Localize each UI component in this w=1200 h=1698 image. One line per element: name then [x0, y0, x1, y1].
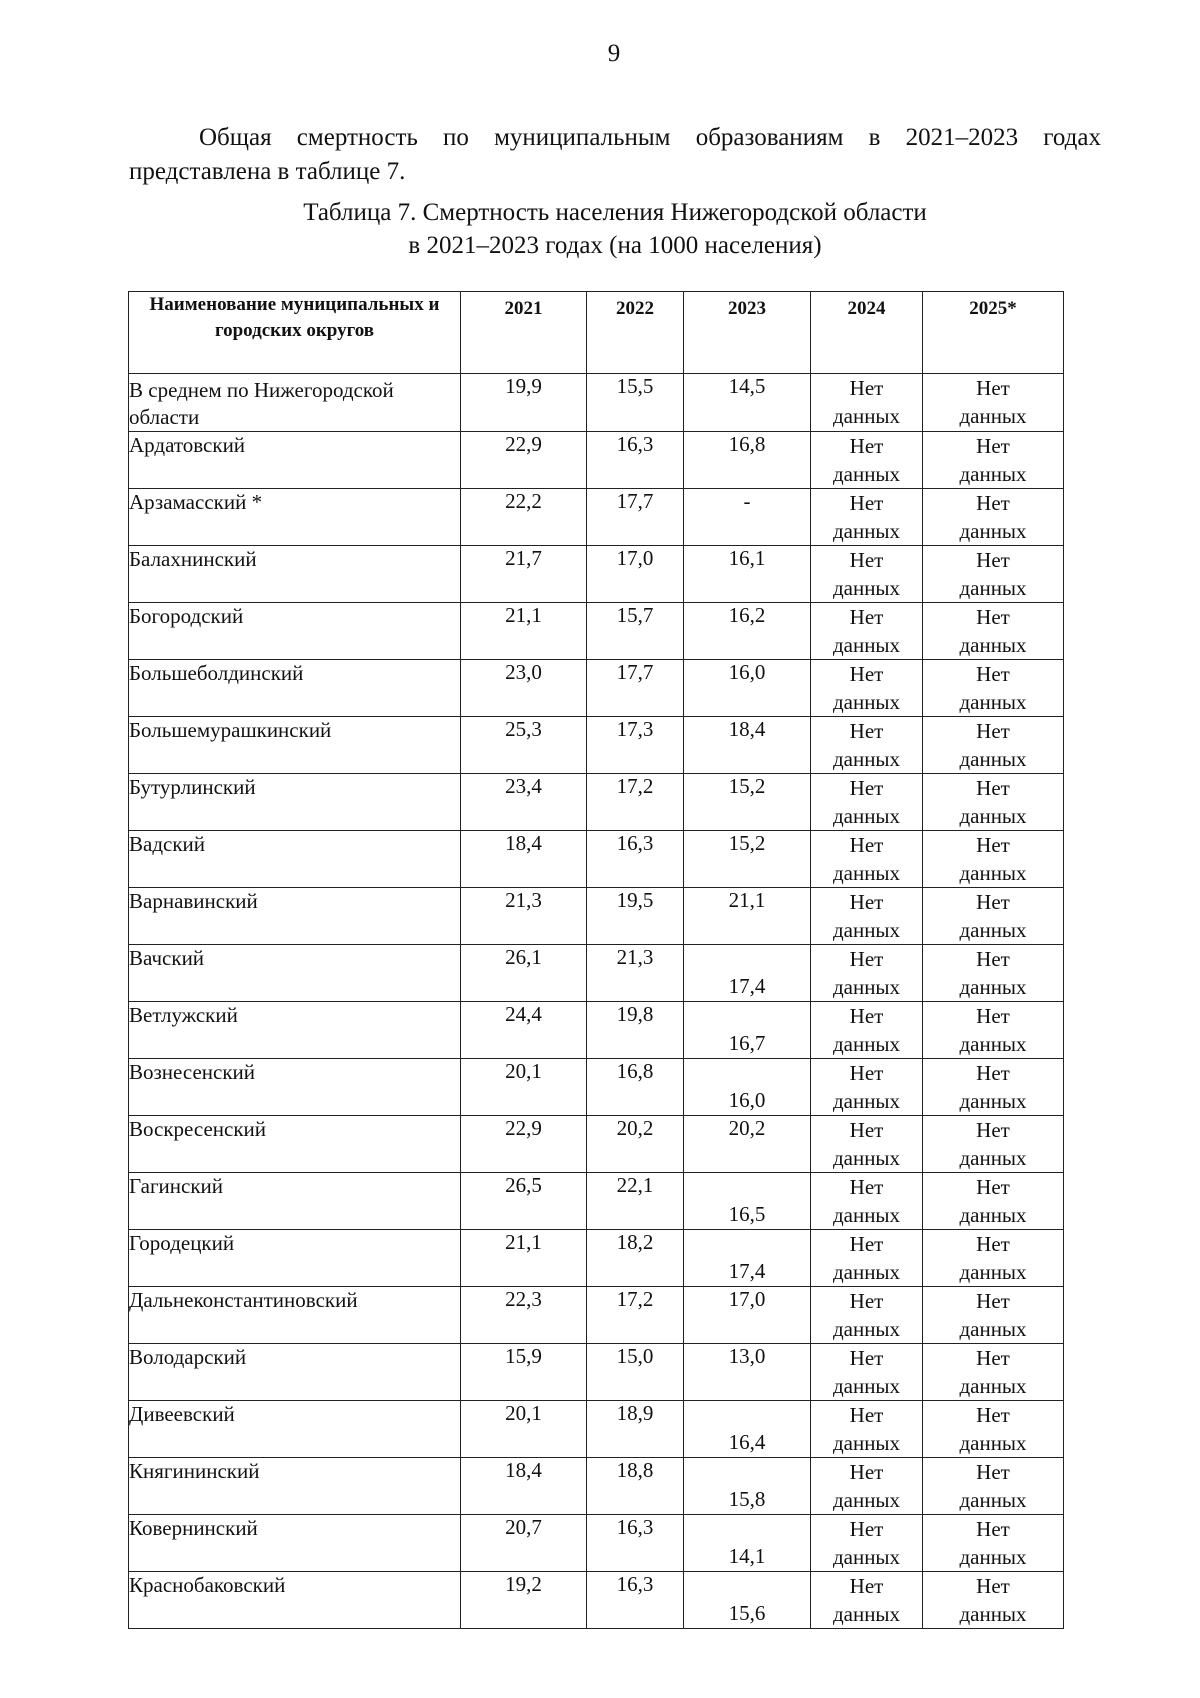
no-data-2025 [923, 374, 1064, 432]
value-2022: 17,3 [587, 717, 684, 774]
value-2023: 17,4 [684, 945, 811, 1002]
row-name: Дивеевский [129, 1401, 461, 1458]
no-data-2024 [811, 1173, 923, 1230]
no-data-2024 [811, 888, 923, 945]
table-row [129, 546, 1064, 603]
no-data-2024 [811, 374, 923, 432]
value-2023: 14,5 [684, 374, 811, 432]
row-name: Володарский [129, 1344, 461, 1401]
table-row [129, 432, 1064, 489]
no-data-2024 [811, 603, 923, 660]
no-data-line-1: Нет [849, 1574, 884, 1598]
no-data-2025 [923, 1458, 1064, 1515]
no-data-2024 [811, 1458, 923, 1515]
row-name: Ардатовский [129, 432, 461, 489]
no-data-line-1: Нет [976, 1004, 1010, 1028]
row-name: Княгининский [129, 1458, 461, 1515]
value-2021: 20,1 [461, 1401, 587, 1458]
no-data-line-1: Нет [849, 1232, 884, 1256]
value-2021: 22,9 [461, 432, 587, 489]
value-2021: 21,7 [461, 546, 587, 603]
no-data-line-2: данных [959, 1089, 1027, 1113]
value-2021: 19,2 [461, 1572, 587, 1629]
no-data-line-1: Нет [849, 1118, 884, 1142]
no-data-2025 [923, 1116, 1064, 1173]
value-2022: 16,3 [587, 1572, 684, 1629]
value-2023: 15,2 [684, 774, 811, 831]
no-data-line-1: Нет [976, 1346, 1010, 1370]
no-data-line-2: данных [959, 519, 1027, 543]
no-data-line-1: Нет [976, 1232, 1010, 1256]
no-data-line-1: Нет [976, 1118, 1010, 1142]
no-data-line-1: Нет [849, 1004, 884, 1028]
table-row [129, 831, 1064, 888]
no-data-line-1: Нет [976, 434, 1010, 458]
header-2022: 2022 [587, 292, 684, 374]
table-row [129, 945, 1064, 1002]
value-2023: 16,2 [684, 603, 811, 660]
no-data-line-2: данных [832, 1203, 901, 1227]
table-row [129, 717, 1064, 774]
no-data-line-1: Нет [976, 376, 1010, 400]
no-data-line-2: данных [832, 519, 901, 543]
header-2021: 2021 [461, 292, 587, 374]
no-data-line-1: Нет [976, 1403, 1010, 1427]
table-row [129, 888, 1064, 945]
intro-paragraph [129, 121, 1101, 189]
no-data-line-2: данных [832, 1431, 901, 1455]
value-2021: 21,3 [461, 888, 587, 945]
no-data-line-1: Нет [976, 719, 1010, 743]
value-2023: 15,2 [684, 831, 811, 888]
value-2021: 23,0 [461, 660, 587, 717]
no-data-line-1: Нет [976, 947, 1010, 971]
no-data-line-1: Нет [976, 605, 1010, 629]
no-data-line-1: Нет [849, 1061, 884, 1085]
table-row [129, 1116, 1064, 1173]
table-header-row [129, 292, 1064, 374]
table-row [129, 1458, 1064, 1515]
no-data-line-1: Нет [849, 491, 884, 515]
value-2023: 16,0 [684, 660, 811, 717]
value-2021: 26,1 [461, 945, 587, 1002]
no-data-line-2: данных [959, 861, 1027, 885]
value-2022: 17,7 [587, 489, 684, 546]
value-2021: 21,1 [461, 1230, 587, 1287]
no-data-line-2: данных [832, 1602, 901, 1626]
no-data-line-1: Нет [849, 1403, 884, 1427]
value-2021: 15,9 [461, 1344, 587, 1401]
value-2022: 19,8 [587, 1002, 684, 1059]
value-2022: 15,5 [587, 374, 684, 432]
row-name: Бутурлинский [129, 774, 461, 831]
no-data-2024 [811, 1401, 923, 1458]
value-2021: 20,1 [461, 1059, 587, 1116]
value-2023: 16,5 [684, 1173, 811, 1230]
no-data-2024 [811, 1059, 923, 1116]
no-data-line-2: данных [959, 1146, 1027, 1170]
no-data-2025 [923, 945, 1064, 1002]
no-data-line-1: Нет [849, 1175, 884, 1199]
no-data-line-1: Нет [849, 776, 884, 800]
no-data-line-2: данных [959, 1032, 1027, 1056]
no-data-line-2: данных [832, 918, 901, 942]
value-2023: 17,4 [684, 1230, 811, 1287]
table-row [129, 1002, 1064, 1059]
no-data-2025 [923, 717, 1064, 774]
value-2023: 16,7 [684, 1002, 811, 1059]
value-2023: 13,0 [684, 1344, 811, 1401]
value-2023: 14,1 [684, 1515, 811, 1572]
value-2022: 17,2 [587, 774, 684, 831]
no-data-line-2: данных [959, 1545, 1027, 1569]
no-data-line-2: данных [832, 1545, 901, 1569]
no-data-2024 [811, 831, 923, 888]
table-row [129, 1230, 1064, 1287]
no-data-2025 [923, 774, 1064, 831]
table-row [129, 603, 1064, 660]
value-2021: 20,7 [461, 1515, 587, 1572]
no-data-2025 [923, 1287, 1064, 1344]
no-data-line-2: данных [959, 1602, 1027, 1626]
no-data-line-2: данных [959, 1488, 1027, 1512]
row-name: Дальнеконстантиновский [129, 1287, 461, 1344]
row-name: В среднем по Нижегородской области [129, 374, 461, 432]
value-2021: 25,3 [461, 717, 587, 774]
no-data-2025 [923, 1344, 1064, 1401]
no-data-line-1: Нет [976, 776, 1010, 800]
value-2021: 23,4 [461, 774, 587, 831]
value-2022: 22,1 [587, 1173, 684, 1230]
no-data-line-1: Нет [849, 1289, 884, 1313]
value-2022: 18,8 [587, 1458, 684, 1515]
no-data-line-1: Нет [976, 833, 1010, 857]
no-data-line-2: данных [959, 918, 1027, 942]
no-data-line-2: данных [832, 1317, 901, 1341]
row-name: Арзамасский * [129, 489, 461, 546]
no-data-line-1: Нет [849, 1517, 884, 1541]
no-data-line-2: данных [832, 1260, 901, 1284]
value-2023: 16,1 [684, 546, 811, 603]
table-row [129, 1515, 1064, 1572]
value-2021: 24,4 [461, 1002, 587, 1059]
value-2023: 18,4 [684, 717, 811, 774]
value-2022: 16,3 [587, 831, 684, 888]
no-data-line-2: данных [959, 690, 1027, 714]
no-data-line-2: данных [959, 1431, 1027, 1455]
row-name: Вознесенский [129, 1059, 461, 1116]
no-data-line-1: Нет [849, 947, 884, 971]
no-data-2025 [923, 831, 1064, 888]
value-2021: 22,3 [461, 1287, 587, 1344]
row-name: Воскресенский [129, 1116, 461, 1173]
value-2023: 16,0 [684, 1059, 811, 1116]
no-data-line-1: Нет [976, 662, 1010, 686]
header-2023: 2023 [684, 292, 811, 374]
no-data-2025 [923, 1401, 1064, 1458]
no-data-line-1: Нет [849, 434, 884, 458]
no-data-line-2: данных [832, 576, 901, 600]
table-row [129, 1287, 1064, 1344]
header-2024: 2024 [811, 292, 923, 374]
no-data-line-2: данных [959, 747, 1027, 771]
no-data-line-1: Нет [976, 1460, 1010, 1484]
no-data-2025 [923, 1515, 1064, 1572]
no-data-2025 [923, 432, 1064, 489]
table-body [129, 374, 1064, 1629]
no-data-2024 [811, 489, 923, 546]
table-row [129, 660, 1064, 717]
table-row [129, 1059, 1064, 1116]
intro-text: Общая смертность по муниципальным образованиям в 2021–2023 годах представлена в таблице 7. [129, 124, 1101, 185]
value-2021: 19,9 [461, 374, 587, 432]
table-row [129, 489, 1064, 546]
page-number: 9 [607, 40, 621, 67]
no-data-2025 [923, 546, 1064, 603]
value-2023: - [684, 489, 811, 546]
no-data-line-1: Нет [976, 1289, 1010, 1313]
value-2023: 17,0 [684, 1287, 811, 1344]
no-data-line-1: Нет [976, 1574, 1010, 1598]
no-data-line-2: данных [959, 975, 1027, 999]
no-data-line-1: Нет [849, 890, 884, 914]
row-name: Краснобаковский [129, 1572, 461, 1629]
no-data-line-2: данных [959, 1260, 1027, 1284]
mortality-table [128, 291, 1064, 1629]
no-data-2025 [923, 1572, 1064, 1629]
no-data-2024 [811, 1230, 923, 1287]
value-2022: 18,9 [587, 1401, 684, 1458]
no-data-2024 [811, 1515, 923, 1572]
value-2022: 15,0 [587, 1344, 684, 1401]
no-data-line-2: данных [832, 1032, 901, 1056]
row-name: Ветлужский [129, 1002, 461, 1059]
value-2022: 17,7 [587, 660, 684, 717]
value-2022: 18,2 [587, 1230, 684, 1287]
no-data-line-1: Нет [849, 605, 884, 629]
no-data-2025 [923, 1230, 1064, 1287]
value-2022: 16,8 [587, 1059, 684, 1116]
no-data-line-2: данных [832, 1488, 901, 1512]
no-data-2024 [811, 945, 923, 1002]
no-data-2025 [923, 1059, 1064, 1116]
no-data-line-1: Нет [849, 376, 884, 400]
value-2023: 16,8 [684, 432, 811, 489]
no-data-line-2: данных [832, 1146, 901, 1170]
no-data-line-2: данных [832, 404, 901, 428]
caption-line-2: в 2021–2023 годах (на 1000 населения) [408, 232, 822, 259]
value-2021: 18,4 [461, 831, 587, 888]
no-data-line-2: данных [832, 1089, 901, 1113]
no-data-line-2: данных [959, 462, 1027, 486]
no-data-2024 [811, 1116, 923, 1173]
table-row [129, 1572, 1064, 1629]
no-data-2024 [811, 432, 923, 489]
no-data-line-1: Нет [976, 1175, 1010, 1199]
value-2023: 20,2 [684, 1116, 811, 1173]
no-data-2025 [923, 660, 1064, 717]
caption-line-1: Таблица 7. Смертность населения Нижегородской области [303, 199, 927, 226]
table-row [129, 1401, 1064, 1458]
row-name: Богородский [129, 603, 461, 660]
no-data-2024 [811, 546, 923, 603]
no-data-2024 [811, 1287, 923, 1344]
no-data-line-1: Нет [849, 833, 884, 857]
no-data-line-2: данных [832, 633, 901, 657]
row-name: Гагинский [129, 1173, 461, 1230]
value-2022: 15,7 [587, 603, 684, 660]
no-data-2024 [811, 1572, 923, 1629]
no-data-line-1: Нет [976, 491, 1010, 515]
no-data-line-1: Нет [849, 1460, 884, 1484]
no-data-line-1: Нет [849, 548, 884, 572]
header-2025: 2025* [923, 292, 1064, 374]
no-data-line-2: данных [959, 404, 1027, 428]
row-name: Городецкий [129, 1230, 461, 1287]
value-2021: 22,2 [461, 489, 587, 546]
value-2022: 19,5 [587, 888, 684, 945]
value-2023: 16,4 [684, 1401, 811, 1458]
value-2021: 26,5 [461, 1173, 587, 1230]
no-data-2025 [923, 603, 1064, 660]
row-name: Большемурашкинский [129, 717, 461, 774]
no-data-line-2: данных [959, 804, 1027, 828]
no-data-2024 [811, 717, 923, 774]
no-data-line-2: данных [832, 1374, 901, 1398]
row-name: Балахнинский [129, 546, 461, 603]
no-data-line-2: данных [959, 1374, 1027, 1398]
no-data-2024 [811, 1002, 923, 1059]
row-name: Вачский [129, 945, 461, 1002]
value-2021: 21,1 [461, 603, 587, 660]
row-name: Варнавинский [129, 888, 461, 945]
table-row [129, 1173, 1064, 1230]
value-2022: 16,3 [587, 432, 684, 489]
value-2021: 22,9 [461, 1116, 587, 1173]
value-2021: 18,4 [461, 1458, 587, 1515]
no-data-line-2: данных [832, 462, 901, 486]
row-name: Вадский [129, 831, 461, 888]
no-data-line-1: Нет [976, 548, 1010, 572]
no-data-line-2: данных [832, 861, 901, 885]
no-data-2024 [811, 660, 923, 717]
no-data-2025 [923, 888, 1064, 945]
value-2022: 17,0 [587, 546, 684, 603]
no-data-2024 [811, 774, 923, 831]
no-data-line-2: данных [959, 633, 1027, 657]
no-data-line-1: Нет [976, 890, 1010, 914]
no-data-line-1: Нет [976, 1517, 1010, 1541]
no-data-line-1: Нет [849, 719, 884, 743]
no-data-line-2: данных [959, 1203, 1027, 1227]
row-name: Большеболдинский [129, 660, 461, 717]
no-data-line-2: данных [959, 576, 1027, 600]
value-2023: 21,1 [684, 888, 811, 945]
table-row [129, 774, 1064, 831]
row-name: Ковернинский [129, 1515, 461, 1572]
no-data-2024 [811, 1344, 923, 1401]
table-caption [129, 196, 1101, 262]
value-2022: 17,2 [587, 1287, 684, 1344]
no-data-line-2: данных [832, 747, 901, 771]
no-data-2025 [923, 489, 1064, 546]
no-data-line-2: данных [959, 1317, 1027, 1341]
header-name: Наименование муниципальных и городских округов [129, 292, 461, 374]
value-2022: 16,3 [587, 1515, 684, 1572]
value-2023: 15,8 [684, 1458, 811, 1515]
no-data-line-2: данных [832, 804, 901, 828]
no-data-line-1: Нет [849, 662, 884, 686]
no-data-line-1: Нет [849, 1346, 884, 1370]
value-2022: 20,2 [587, 1116, 684, 1173]
value-2022: 21,3 [587, 945, 684, 1002]
value-2023: 15,6 [684, 1572, 811, 1629]
no-data-2025 [923, 1002, 1064, 1059]
no-data-2025 [923, 1173, 1064, 1230]
no-data-line-2: данных [832, 975, 901, 999]
no-data-line-1: Нет [976, 1061, 1010, 1085]
table-row [129, 1344, 1064, 1401]
table-row [129, 374, 1064, 432]
no-data-line-2: данных [832, 690, 901, 714]
